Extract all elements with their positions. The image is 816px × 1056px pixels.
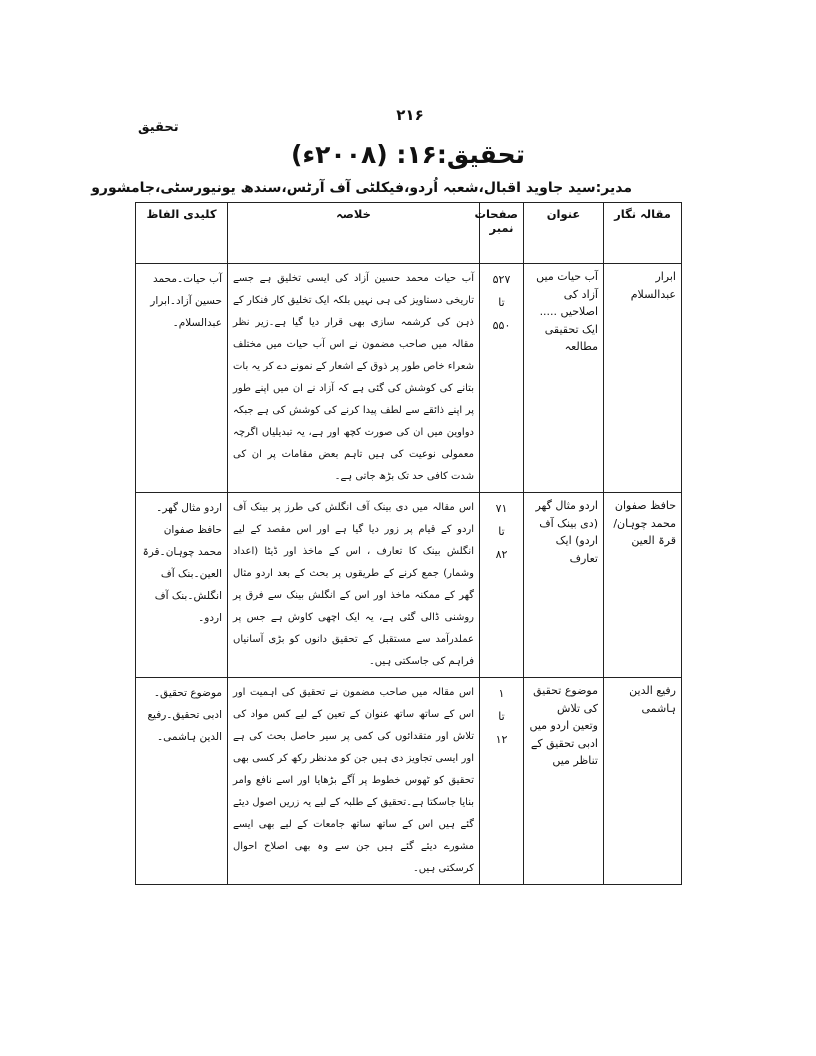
page-to: تا bbox=[498, 296, 505, 310]
author-cell: ابرار عبدالسلام bbox=[604, 264, 682, 493]
table-header-row bbox=[136, 203, 682, 264]
page-start: ۵۲۷ bbox=[492, 273, 511, 286]
pages-cell bbox=[480, 264, 524, 493]
page-end: ۱۲ bbox=[495, 733, 508, 747]
table-row bbox=[136, 493, 682, 678]
keywords-cell: آب حیات۔محمد حسین آزاد۔ابرار عبدالسلام۔ bbox=[136, 264, 228, 493]
abstract-cell: آب حیات محمد حسین آزاد کی ایسی تخلیق ہے جسے تاریخی دستاویز کی ہی نہیں بلکہ ایک تخلیق کار فنکار کے ذہن کی کرشمہ سازی بھی قرار دیا گیا ہے۔زیر نظر مقالہ میں صاحب مضمون نے اس آب حیات میں مختلف شعراء خاص طور پر ذوق کے اشعار کے نمونے دے کر یہ بات بتانے کی کوشش کی گئی ہے کہ آزاد نے ان میں اپنے طور پر اپنے ذائقے سے لطف پیدا کرنے کی کوشش کی ہے جبکہ دواوین میں ان کی صورت کچھ اور ہے، یہ تبدیلیاں اگرچہ معمولی نوعیت کی ہیں تاہم بعض مقامات پر ان کی شدت کافی حد تک بڑھ جاتی ہے۔ bbox=[228, 264, 480, 493]
pages-cell bbox=[480, 678, 524, 885]
pages-cell bbox=[480, 493, 524, 678]
keywords-cell: موضوع تحقیق۔ادبی تحقیق۔رفیع الدین ہاشمی۔ bbox=[136, 678, 228, 885]
table-row bbox=[136, 264, 682, 493]
title-cell: آب حیات میں آزاد کی اصلاحیں ..... ایک تحقیقی مطالعہ bbox=[524, 264, 604, 493]
author-cell: رفیع الدین ہاشمی bbox=[604, 678, 682, 885]
articles-table bbox=[135, 202, 682, 885]
page-end: ۸۲ bbox=[495, 548, 508, 562]
page-to: تا bbox=[498, 710, 505, 724]
abstract-cell: اس مقالہ میں دی بینک آف انگلش کی طرز پر بینک آف اردو کے قیام پر زور دیا گیا ہے اور اس مقصد کے لیے انگلش بینک کا تعارف ، اس کے ماخذ اور ڈیٹا (اعداد وشمار) جمع کرنے کے طریقوں پر بحث کے بعد اردو مثال گھر کے ممکنہ ماخذ اور اس کے انگلش بینک سے فرق پر روشنی ڈالی گئی ہے، یہ ایک اچھی کاوش ہے جس پر عملدرآمد سے مستقبل کے تحقیق دانوں کو بڑی آسانیاں فراہم کی جاسکتی ہیں۔ bbox=[228, 493, 480, 678]
editor-line: مدیر:سید جاوید اقبال،شعبہ اُردو،فیکلٹی آف آرٹس،سندھ یونیورسٹی،جامشورو bbox=[91, 180, 632, 196]
page-start: ۷۱ bbox=[495, 502, 508, 515]
title-cell: اردو مثال گھر (دی بینک آف اردو) ایک تعارف bbox=[524, 493, 604, 678]
header-author: مقالہ نگار bbox=[604, 203, 682, 264]
page-end: ۵۵۰ bbox=[492, 319, 511, 333]
journal-title: تحقیق:۱۶: (۲۰۰۸ء) bbox=[290, 140, 526, 169]
page-start: ۱ bbox=[498, 687, 505, 700]
running-head: تحقیق bbox=[138, 120, 179, 135]
page-number: ۲۱۶ bbox=[396, 106, 424, 124]
abstract-cell: اس مقالہ میں صاحب مضمون نے تحقیق کی اہمیت اور اس کے ساتھ ساتھ عنوان کے تعین کے لیے کس مواد کی تلاش اور متقدائوں کی کمی پر سیر حاصل بحث کی ہے اور ایسی تجاویز دی ہیں جن کو مدنظر رکھ کر کسی بھی تحقیق کو ٹھوس خطوط پر آگے بڑھایا اور اسے نافع وامر بنایا جاسکتا ہے۔تحقیق کے طلبہ کے لیے یہ زریں اصول دیئے گئے ہیں اس کے ساتھ ساتھ جامعات کے لیے بھی ایسے مشورے دیئے گئے ہیں جن سے وہ بھی اصلاح احوال کرسکتی ہیں۔ bbox=[228, 678, 480, 885]
page-to: تا bbox=[498, 525, 505, 539]
header-keywords: کلیدی الفاظ bbox=[136, 203, 228, 264]
header-pages: صفحات نمبر bbox=[480, 203, 524, 264]
author-cell: حافظ صفوان محمد چوہان/قرۃ العین bbox=[604, 493, 682, 678]
keywords-cell: اردو مثال گھر۔حافظ صفوان محمد چوہان۔قرۃ العین۔بنک آف انگلش۔بنک آف اردو۔ bbox=[136, 493, 228, 678]
table-row bbox=[136, 678, 682, 885]
header-abstract: خلاصہ bbox=[228, 203, 480, 264]
title-cell: موضوع تحقیق کی تلاش وتعین اردو میں ادبی تحقیق کے تناظر میں bbox=[524, 678, 604, 885]
header-title: عنوان bbox=[524, 203, 604, 264]
